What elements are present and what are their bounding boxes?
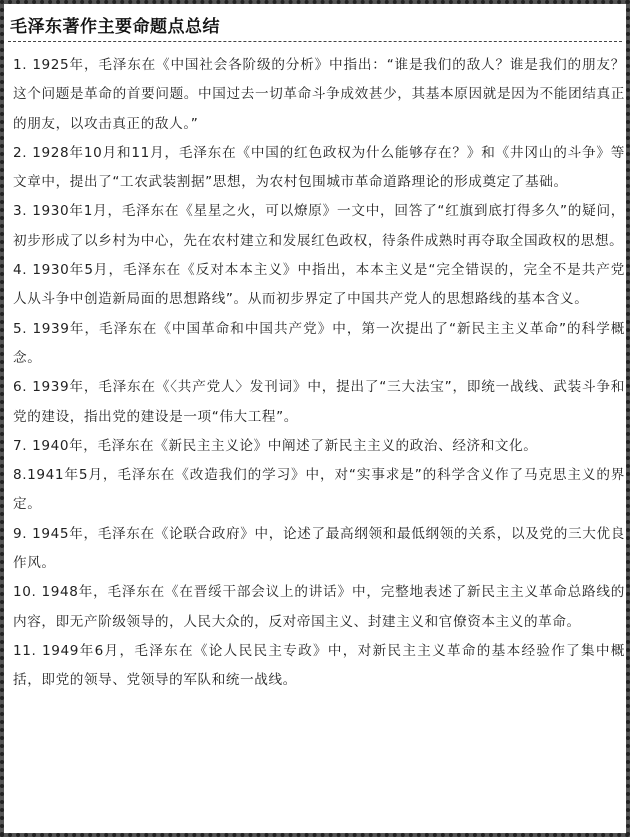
list-item: 4. 1930年5月，毛泽东在《反对本本主义》中指出，本本主义是“完全错误的，完全不是共产党人从斗争中创造新局面的思想路线”。从而初步界定了中国共产党人的思想路线的基本含义。 [13,262,625,308]
document-title: 毛泽东著作主要命题点总结 [10,17,220,37]
list-item: 8.1941年5月，毛泽东在《改造我们的学习》中，对“实事求是”的科学含义作了马克思主义的界定。 [13,467,625,513]
list-item: 5. 1939年，毛泽东在《中国革命和中国共产党》中，第一次提出了“新民主主义革命”的科学概念。 [13,320,625,366]
list-item: 1. 1925年，毛泽东在《中国社会各阶级的分析》中指出：“谁是我们的敌人？谁是我们的朋友？这个问题是革命的首要问题。中国过去一切革命斗争成效甚少，其基本原因就是因为不能团结真正的朋友，以攻击真正的敌人。” [13,57,625,132]
list-item: 10. 1948年，毛泽东在《在晋绥干部会议上的讲话》中，完整地表述了新民主主义革命总路线的内容，即无产阶级领导的，人民大众的，反对帝国主义、封建主义和官僚资本主义的革命。 [13,584,625,630]
list-item: 3. 1930年1月，毛泽东在《星星之火，可以燎原》一文中，回答了“红旗到底打得多久”的疑问，初步形成了以乡村为中心，先在农村建立和发展红色政权，待条件成熟时再夺取全国政权的思想。 [13,203,625,249]
list-item: 9. 1945年，毛泽东在《论联合政府》中，论述了最高纲领和最低纲领的关系，以及党的三大优良作风。 [13,525,625,572]
proposition-list [13,51,625,696]
list-item: 11. 1949年6月，毛泽东在《论人民民主专政》中，对新民主主义革命的基本经验作了集中概括，即党的领导、党领导的军队和统一战线。 [13,642,625,689]
list-item: 2. 1928年10月和11月，毛泽东在《中国的红色政权为什么能够存在？》和《井冈山的斗争》等文章中，提出了“工农武装割据”思想，为农村包围城市革命道路理论的形成奠定了基础。 [13,144,625,191]
list-item: 7. 1940年，毛泽东在《新民主主义论》中阐述了新民主主义的政治、经济和文化。 [13,437,538,454]
list-item: 6. 1939年，毛泽东在《〈共产党人〉发刊词》中，提出了“三大法宝”，即统一战线、武装斗争和党的建设，指出党的建设是一项“伟大工程”。 [13,379,625,425]
title-divider [8,41,622,42]
